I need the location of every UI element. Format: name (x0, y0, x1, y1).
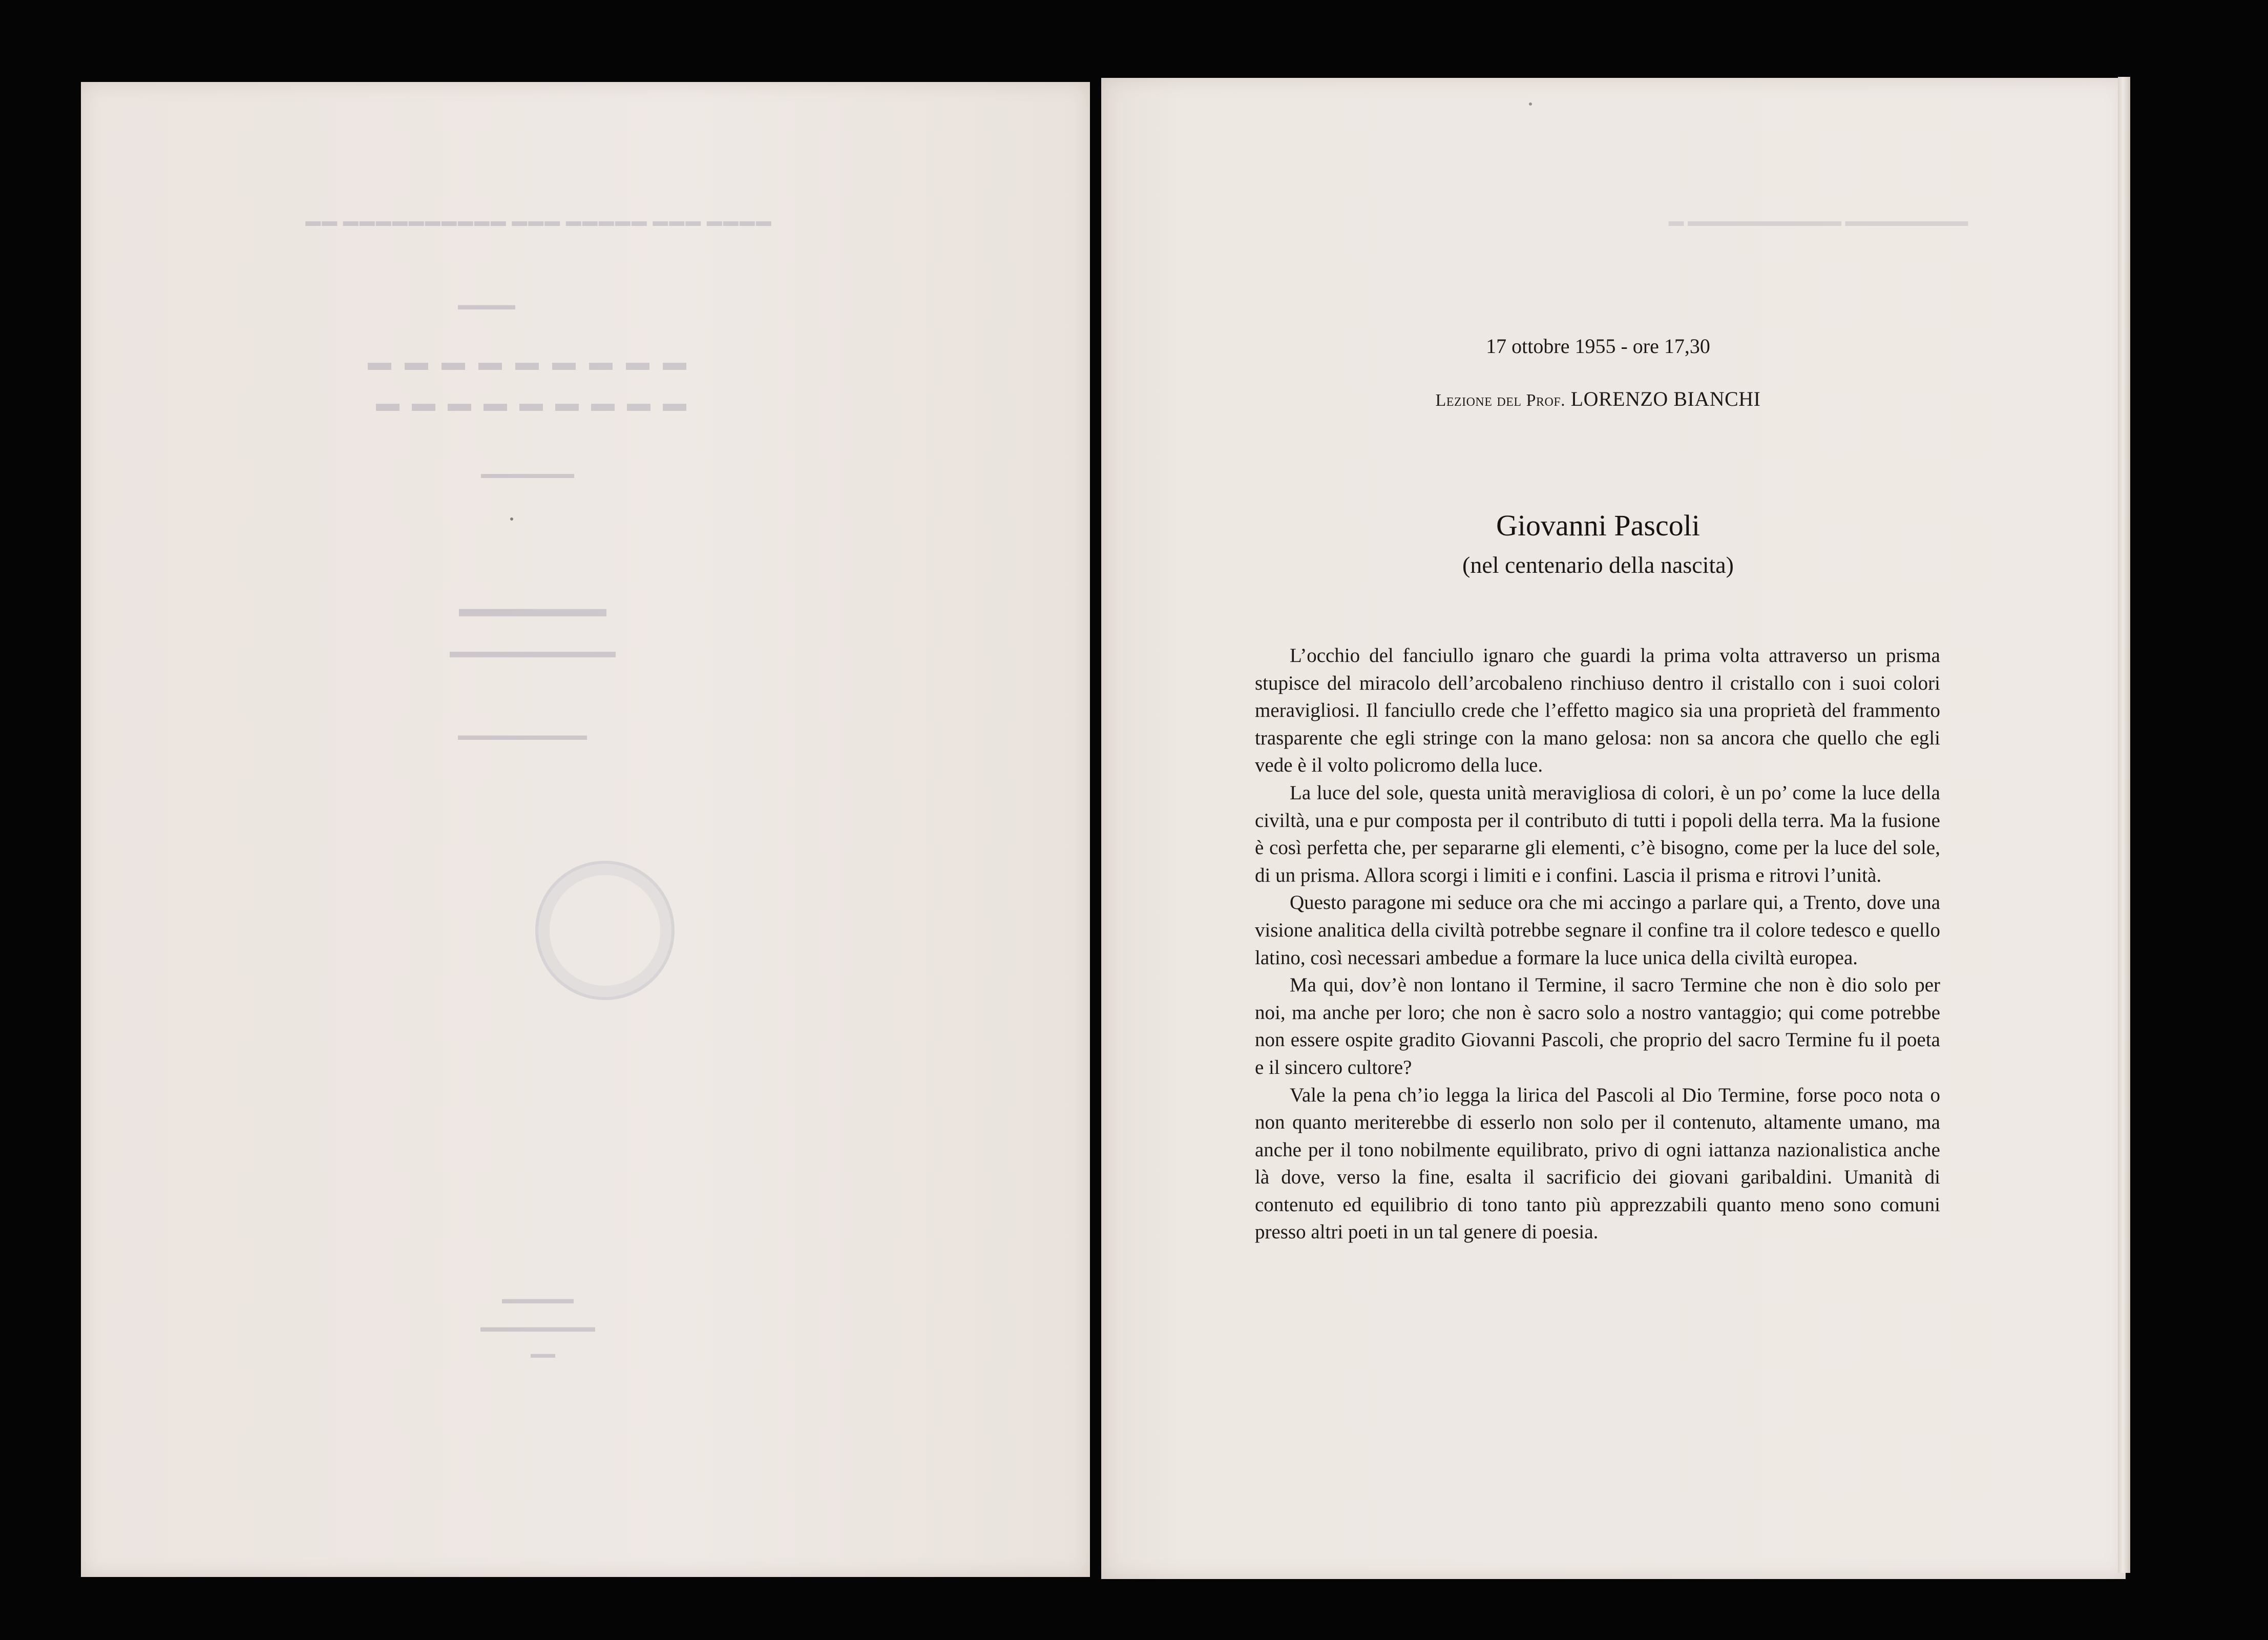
lecturer-name: LORENZO BIANCHI (1570, 387, 1761, 410)
paragraph: La luce del sole, questa unità meravigliosa di colori, è un po’ come la luce della civiltà, una e pur composta per il contributo di tutti i popoli della terra. Ma la fusione è così perfetta che, per separarne gli elementi, c’è bisogno, come per la luce del sole, di un prisma. Allora scorgi i limiti e i confini. Lascia il prisma e ritrovi l’unità. (1255, 781, 1940, 886)
speck-mark (510, 517, 513, 521)
show-through-line: ▬▬▬▬▬ (502, 1291, 574, 1307)
paragraph: Questo paragone mi seduce ora che mi accingo a parlare qui, a Trento, dove una visione analitica della civiltà potrebbe segnare il confine tra il colore tedesco e quello latino, così necessari ambedue a formare la luce unica della civiltà europea. (1255, 891, 1940, 969)
seal-show-through-icon (535, 861, 675, 1000)
book-gutter (1090, 82, 1101, 1578)
show-through-line: ▬▬▬▬▬▬▬▬▬ (354, 349, 686, 375)
show-through-line: ▬▬▬▬▬▬▬▬▬ (450, 641, 616, 661)
show-through-line: ▬▬▬▬▬▬▬ (481, 466, 574, 481)
paragraph: L’occhio del fanciullo ignaro che guardi la prima volta attraverso un prisma stupisce del miracolo dell’arcobaleno rinchiuso dentro il cristallo con i suoi colori meravigliosi. Il fanciullo crede che l’effetto magico sia una proprietà del frammento trasparente che egli stringe con la mano gelosa: non sa ancora che quello che egli vede è il volto policromo della luce. (1255, 645, 1940, 777)
show-through-header-right: ▬▬▬▬▬▬▬▬ ▬▬▬▬▬▬▬▬▬▬ ▬ (1668, 213, 1968, 230)
body-text (1255, 642, 1940, 1246)
lecture-date: 17 ottobre 1955 - ore 17,30 (1486, 335, 1710, 358)
paragraph: Ma qui, dov’è non lontano il Termine, il sacro Termine che non è dio solo per noi, ma anche per loro; che non è sacro solo a nostro vantaggio; qui come potrebbe non essere ospite gradito Giovanni Pascoli, che proprio del sacro Termine fu il poeta e il sincero cultore? (1255, 974, 1940, 1078)
show-through-line: ▬▬▬▬▬▬▬▬ (480, 1319, 595, 1335)
show-through-line: ▬▬▬▬▬▬▬▬▬ (458, 728, 587, 743)
lecture-prefix: Lezione del Prof. (1435, 391, 1566, 410)
page-title: Giovanni Pascoli (1496, 509, 1700, 542)
show-through-line: ▬▬ (531, 1347, 555, 1361)
speck-mark (1529, 102, 1532, 106)
paragraph: Vale la pena ch’io legga la lirica del Pascoli al Dio Termine, forse poco nota o non quanto meriterebbe di esserlo non solo per il contenuto, altamente umano, ma anche per il tono nobilmente equilibrato, privo di ogni iattanza nazionalistica anche là dove, verso la fine, esalta il sacrificio dei giovani garibaldini. Umanità di contenuto ed equilibrio di tono tanto più apprezzabili quanto meno sono comuni presso altri poeti in un tal genere di poesia. (1255, 1084, 1940, 1243)
show-through-header: ▬▬▬▬ ▬▬▬ ▬▬▬▬▬ ▬▬▬ ▬▬▬▬▬▬▬▬▬▬ ▬▬ (304, 213, 771, 230)
show-through-line: ▬▬▬▬▬▬ (459, 595, 606, 622)
show-through-line: ▬▬▬▬ (458, 297, 515, 313)
lecturer-line (1255, 387, 1941, 411)
show-through-line: ▬▬▬▬▬▬▬▬▬ (364, 390, 686, 416)
page-edge (2118, 77, 2130, 1573)
page-subtitle: (nel centenario della nascita) (1462, 552, 1734, 578)
